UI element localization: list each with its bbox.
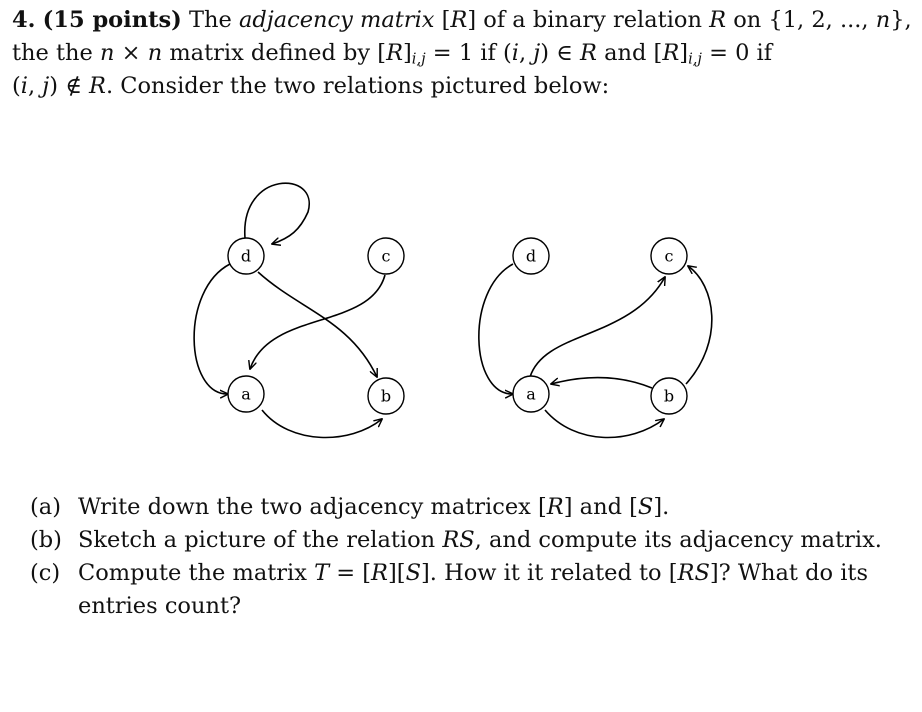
part-text xyxy=(78,491,910,524)
math-var: R xyxy=(709,7,727,33)
node-label: b xyxy=(663,386,675,406)
node-label: d xyxy=(525,246,537,266)
text-run: , xyxy=(518,40,534,66)
text-run: = 0 if xyxy=(701,40,773,66)
text-run: the the xyxy=(12,40,101,66)
part-text xyxy=(78,557,910,623)
text-run: × xyxy=(114,40,148,66)
math-subscript: i,j xyxy=(688,50,702,68)
node-b xyxy=(651,378,687,414)
node-label: d xyxy=(240,246,252,266)
part-label: (b) xyxy=(30,527,62,553)
math-var: n xyxy=(147,40,163,66)
text-run: ] xyxy=(403,40,412,66)
math-subscript: i,j xyxy=(411,50,426,68)
text-run: ][ xyxy=(388,560,406,586)
node-d xyxy=(513,238,549,274)
text-run: and [ xyxy=(596,40,663,66)
node-b xyxy=(368,378,404,414)
math-var: j xyxy=(42,73,50,99)
math-var: n xyxy=(875,7,891,33)
text-run: ]. xyxy=(653,494,670,520)
math-var: RS xyxy=(442,527,475,553)
part-text xyxy=(78,524,910,557)
relation-r-graph xyxy=(194,183,404,437)
math-var: S xyxy=(405,560,421,586)
math-var: R xyxy=(89,73,106,99)
text-run: , and compute its adjacency matrix. xyxy=(474,527,882,553)
text-run: on {1, 2, ..., xyxy=(726,7,876,33)
text-run: ] and [ xyxy=(563,494,638,520)
math-var: S xyxy=(637,494,654,520)
node-d xyxy=(228,238,264,274)
edge-d-a xyxy=(479,264,513,394)
edge-b-c xyxy=(686,266,712,384)
edge-d-d-loop xyxy=(245,183,309,244)
text-run: ] of a binary relation xyxy=(467,7,710,33)
text-run: ( xyxy=(12,73,21,99)
math-var: RS xyxy=(677,560,710,586)
problem-number: 4. xyxy=(12,7,36,33)
edge-d-b xyxy=(258,272,377,377)
text-run: ) ∉ xyxy=(49,73,90,99)
text-run: = [ xyxy=(329,560,372,586)
math-var: j xyxy=(533,40,541,66)
edge-a-b xyxy=(545,410,664,437)
part-label: (c) xyxy=(30,560,61,586)
text-run: = 1 if ( xyxy=(425,40,512,66)
edge-a-c xyxy=(530,277,665,377)
text-run: The xyxy=(181,7,239,33)
node-label: b xyxy=(380,386,392,406)
problem-points: (15 points) xyxy=(42,7,182,33)
question-parts xyxy=(30,491,910,623)
text-run: [ xyxy=(434,7,451,33)
text-run: , xyxy=(27,73,43,99)
math-var: R xyxy=(386,40,404,66)
node-c xyxy=(651,238,687,274)
node-label: c xyxy=(664,246,674,266)
math-var: R xyxy=(546,494,564,520)
relation-s-graph xyxy=(479,238,712,437)
edge-d-a xyxy=(194,264,230,394)
part-a xyxy=(30,491,910,524)
text-run: }, xyxy=(890,7,912,33)
part-label: (a) xyxy=(30,494,61,520)
math-var: R xyxy=(450,7,468,33)
node-label: c xyxy=(381,246,391,266)
text-run: Write down the two adjacency matricex [ xyxy=(78,494,547,520)
part-c xyxy=(30,557,910,623)
node-c xyxy=(368,238,404,274)
text-run: ] xyxy=(679,40,689,66)
text-run: . Consider the two relations pictured below: xyxy=(105,73,610,99)
node-a xyxy=(228,376,264,412)
node-label: a xyxy=(526,384,536,404)
text-run: ]. How it it related to [ xyxy=(420,560,678,586)
math-var: R xyxy=(371,560,388,586)
text-run: matrix defined by [ xyxy=(162,40,387,66)
part-b xyxy=(30,524,910,557)
defined-term: adjacency matrix xyxy=(238,7,435,33)
math-var: i xyxy=(20,73,28,99)
math-var: T xyxy=(314,560,330,586)
text-run: ) ∈ xyxy=(540,40,580,66)
text-run: Compute the matrix xyxy=(78,560,315,586)
edge-b-a xyxy=(551,378,652,388)
math-var: i xyxy=(511,40,519,66)
text-run: ]? What do its entries count? xyxy=(78,560,869,619)
node-label: a xyxy=(241,384,251,404)
math-var: n xyxy=(100,40,115,66)
math-var: R xyxy=(579,40,597,66)
math-var: R xyxy=(662,40,680,66)
node-a xyxy=(513,376,549,412)
edge-a-b xyxy=(262,410,382,437)
text-run: Sketch a picture of the relation xyxy=(78,527,443,553)
